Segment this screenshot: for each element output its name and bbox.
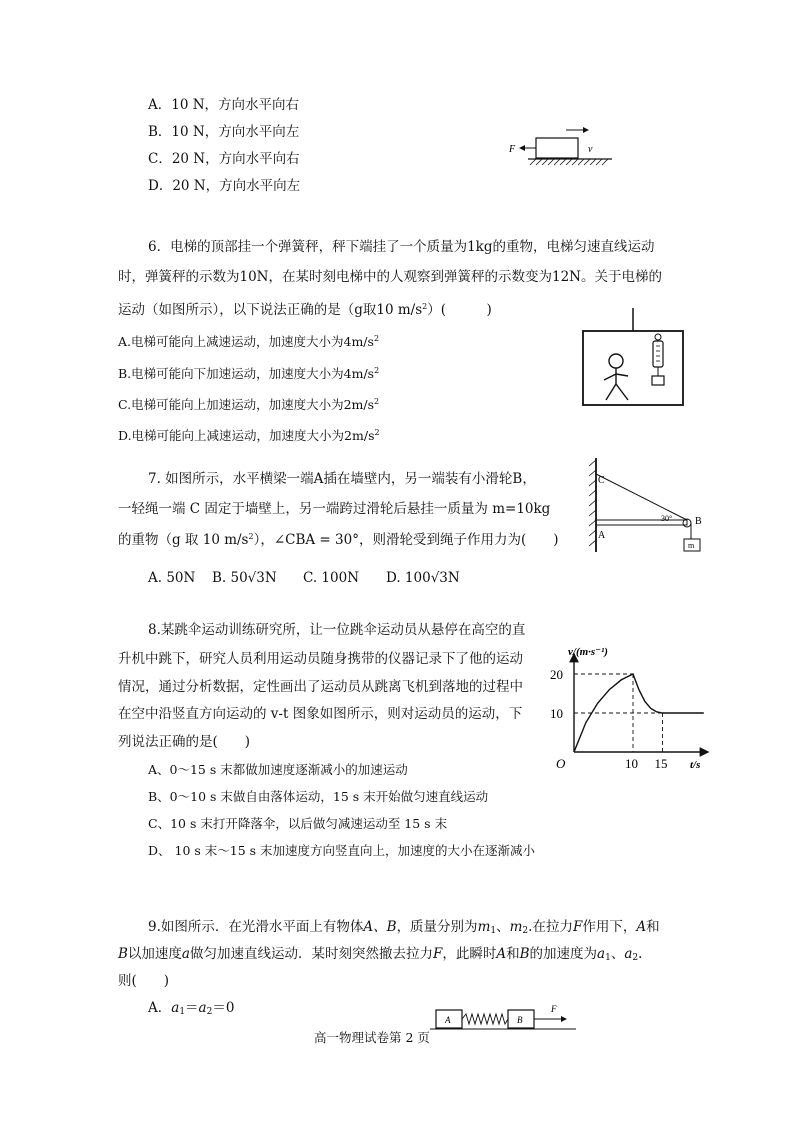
y-tick-label-20: 20 [550,667,563,682]
spring-scale [653,334,663,376]
label-c: C [598,475,605,486]
q5-option-c: C．20 N，方向水平向右 [148,151,300,167]
q6-elevator-figure [580,306,690,408]
q5-option-d: D．20 N，方向水平向左 [148,178,301,194]
person-figure [604,354,628,400]
origin-label: O [556,756,566,771]
q9-option-a: A．$a_1=a_2=0$ [148,1000,235,1017]
block-b-label: B [517,1015,523,1025]
velocity-label: v [588,144,593,155]
label-b: B [695,516,702,527]
q6-stem-line-2: 时，弹簧秤的示数为10N，在某时刻电梯中的人观察到弹簧秤的示数变为12N。关于电梯的 [118,269,662,285]
x-tick-label-10: 10 [625,756,638,771]
x-axis-label: t/s [690,759,701,771]
rope-cb [596,474,687,520]
spring [462,1014,508,1024]
y-axis-label: v/(m·s⁻¹) [568,646,608,658]
q5-option-a: A．10 N，方向水平向右 [148,97,300,113]
q7-option-b: B. 50√3N [212,570,277,586]
q8-stem-line-1: 8.某跳伞运动训练研究所，让一位跳伞运动员从悬停在高空的直 [148,622,526,638]
beam [596,520,687,525]
angle-label: 30° [661,514,673,523]
mass-label: m [688,541,695,550]
weight [652,376,664,385]
q9-stem-line-3: 则( ) [118,973,170,989]
ground-hatch [530,159,608,165]
q9-stem-line-1: 9.如图所示．在光滑水平面上有物体A、B，质量分别为$m_1$、$m_2$.在拉力F作用下，A和 [148,919,660,936]
label-a: A [598,530,606,541]
q7-stem-line-3: 的重物（g 取 10 $m/s^2$），∠CBA = 30°，则滑轮受到绳子作用力为( ) [118,532,559,548]
q7-option-c: C. 100N [303,570,360,586]
q8-option-a: A、0～15 s 末都做加速度逐渐减小的加速运动 [148,762,408,777]
q7-option-a: A. 50N [148,570,196,586]
wall-hatch [589,460,596,546]
q5-block-figure [508,122,618,174]
q6-option-b: B.电梯可能向下加速运动，加速度大小为$4m/s^2$ [118,366,380,381]
elevator-car [583,331,683,405]
q8-option-b: B、0～10 s 末做自由落体运动，15 s 末开始做匀速直线运动 [148,789,489,804]
q7-stem-line-1: 7. 如图所示，水平横梁一端A插在墙壁内，另一端装有小滑轮B， [148,471,536,487]
q9-stem-line-2: B以加速度a做匀加速直线运动．某时刻突然撤去拉力F，此瞬时A和B的加速度为$a_1$、$a_2$. [118,946,643,963]
page-footer: 高一物理试卷第 2 页 [314,1030,430,1045]
q6-stem-line-1: 6．电梯的顶部挂一个弹簧秤，秤下端挂了一个质量为1kg的重物，电梯匀速直线运动 [148,239,655,255]
block [536,138,578,158]
q6-option-d: D.电梯可能向上减速运动，加速度大小为$2m/s^2$ [118,428,380,443]
q6-option-a: A.电梯可能向上减速运动，加速度大小为$4m/s^2$ [118,334,380,349]
x-tick-label-15: 15 [654,756,668,771]
q7-pulley-figure [586,452,716,560]
q9-spring-figure [430,1000,580,1034]
q8-vt-chart [546,644,716,774]
q8-stem-line-5: 列说法正确的是( ) [118,734,251,750]
y-tick-label-10: 10 [550,706,563,721]
force-label: F [509,144,516,155]
block-a-label: A [445,1015,451,1025]
q6-option-c: C.电梯可能向上加速运动，加速度大小为$2m/s^2$ [118,397,380,412]
force-label: F [551,1004,557,1014]
q7-stem-line-2: 一轻绳一端 C 固定于墙壁上，另一端跨过滑轮后悬挂一质量为 m=10kg [118,501,551,517]
q8-option-d: D、 10 s 末～15 s 末加速度方向竖直向上，加速度的大小在逐渐减小 [148,843,536,858]
q8-stem-line-4: 在空中沿竖直方向运动的 v-t 图象如图所示，则对运动员的运动，下 [118,706,523,722]
q8-stem-line-2: 升机中跳下，研究人员利用运动员随身携带的仪器记录下了他的运动 [118,651,523,667]
q8-stem-line-3: 情况，通过分析数据，定性画出了运动员从跳离飞机到落地的过程中 [118,679,523,695]
q8-option-c: C、10 s 末打开降落伞，以后做匀减速运动至 15 s 末 [148,816,448,831]
q6-stem-line-3: 运动（如图所示），以下说法正确的是（g取10 $m/s^2$）( ) [118,302,492,318]
q5-option-b: B．10 N，方向水平向左 [148,124,300,140]
q7-option-d: D. 100√3N [386,570,460,586]
